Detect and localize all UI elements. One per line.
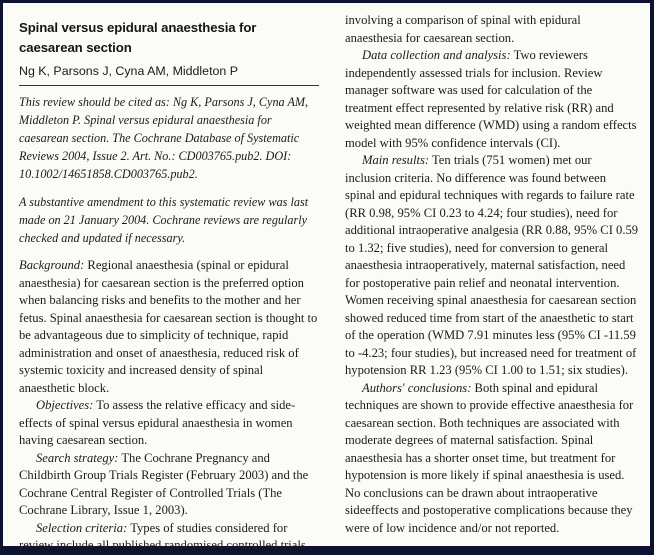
section-label: Authors' conclusions: (362, 380, 472, 395)
selection-criteria-continuation: involving a comparison of spinal with epidural anaesthesia for caesarean section. (345, 13, 581, 45)
section-label: Search strategy: (36, 450, 119, 465)
document-page (3, 3, 650, 552)
section-text: Types of studies considered for review include all published randomised controlled trials (19, 520, 306, 552)
section-text: Ten trials (751 women) met our inclusion criteria. No difference was found between spinal and epidural techniques with regards to failure rate (RR 0.98, 95% CI 0.23 to 4.24; four studies), need for additional intraoperative analgesia (RR 0.88, 95% CI 0.59 to 1.32; five studies), need for conversion to general anaesthesia intraoperatively, maternal satisfaction, need for postoperative pain relief and neonatal intervention. Women receiving spinal anaesthesia for caesarean section showed reduced time from start of the anaesthetic to start of the operation (WMD 7.91 minutes less (95% CI -11.59 to -4.23; four studies), but increased need for treatment of hypotension RR 1.23 (95% CI 1.00 to 1.51; six studies). (345, 153, 639, 377)
review-title: Spinal versus epidural anaesthesia for caesarean section (19, 20, 257, 55)
citation-note: This review should be cited as: Ng K, Parsons J, Cyna AM, Middleton P. Spinal versus epidural anaesthesia for caesarean section. The Cochrane Database of Systematic Reviews 2004, Issue 2. Art. No.: CD003765.pub2. DOI: 10.1002/14651858.CD003765.pub2. (19, 95, 309, 181)
section-label: Objectives: (36, 398, 94, 412)
section-search-strategy (19, 450, 319, 520)
section-text: To assess the relative efficacy and side-effects of spinal versus epidural anaesthesia in women having caesarean section. (19, 398, 296, 447)
section-label: Background: (19, 258, 85, 272)
section-label: Main results: (362, 153, 430, 167)
section-background (19, 257, 319, 397)
section-text: Two reviewers independently assessed trials for inclusion. Review manager software was used for calculation of the treatment effect represented by relative risk (RR) and weighted mean difference (WMD) using a random effects model with 95% confidence intervals (CI). (345, 48, 637, 150)
author-list: Ng K, Parsons J, Cyna AM, Middleton P (19, 63, 319, 86)
section-text: Regional anaesthesia (spinal or epidural anaesthesia) for caesarean section is the preferred option when balancing risks and benefits to the mother and her fetus. Spinal anaesthesia for caesarean section is thought to be advantageous due to simplicity of technique, rapid administration and onset of anaesthesia, reduced risk of systemic toxicity and increased density of spinal anaesthetic block. (19, 258, 318, 395)
amendment-note: A substantive amendment to this systematic review was last made on 21 January 2004. Cochrane reviews are regularly checked and updated if necessary. (19, 195, 309, 245)
section-objectives (19, 397, 319, 450)
section-main-results (345, 152, 639, 380)
section-text: The Cochrane Pregnancy and Childbirth Group Trials Register (February 2003) and the Cochrane Central Register of Controlled Trials (The Cochrane Library, Issue 1, 2003). (19, 450, 309, 517)
section-data-collection (345, 47, 639, 152)
section-authors-conclusions (345, 380, 639, 538)
section-label: Data collection and analysis: (362, 48, 511, 62)
right-column (345, 3, 639, 537)
section-text: Both spinal and epidural techniques are shown to provide effective anaesthesia for caesarean section. Both techniques are associated with moderate degrees of maternal satisfaction. Spinal anaesthesia has a shorter onset time, but treatment for hypotension is more likely if spinal anaesthesia is used. No conclusions can be drawn about intraoperative sideeffects and postoperative complications because they were of low incidence and/or not reported. (345, 380, 634, 535)
left-column (19, 3, 319, 555)
section-label: Selection criteria: (36, 520, 128, 535)
section-selection-criteria (19, 520, 319, 555)
